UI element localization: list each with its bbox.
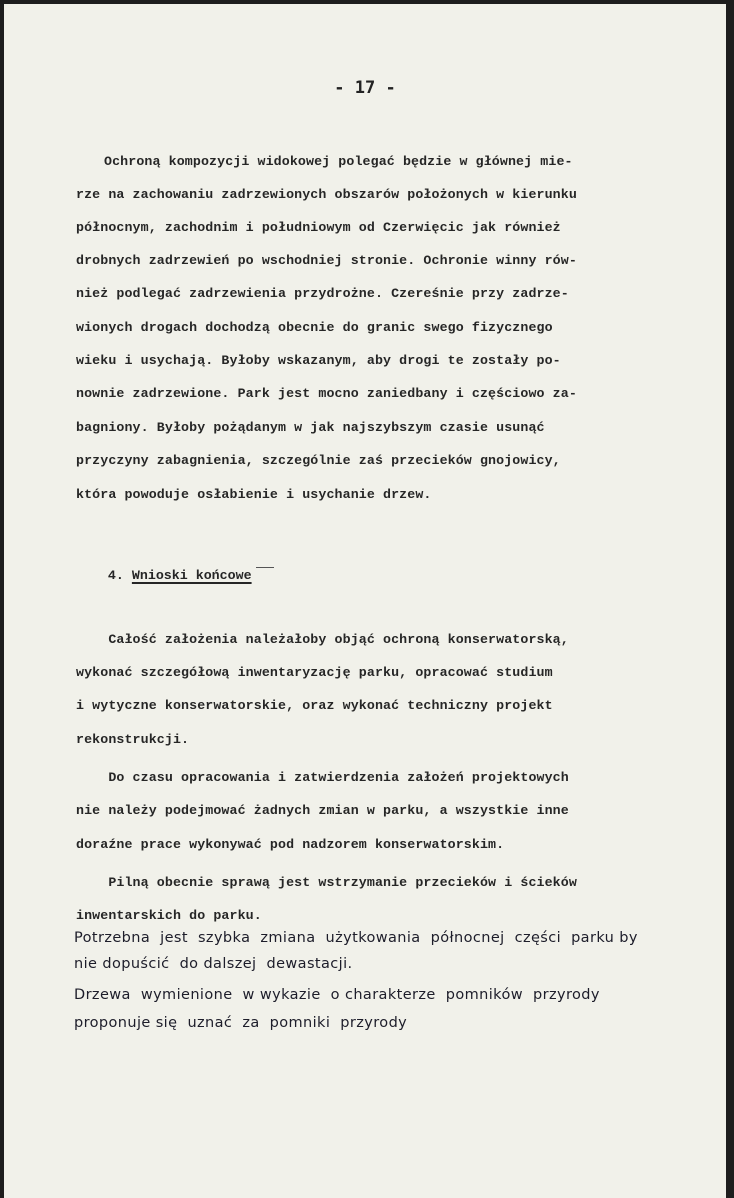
heading-underline-tail [256,567,274,568]
text-line: bagniony. Byłoby pożądanym w jak najszybszym czasie usunąć [76,420,545,435]
text-line: doraźne prace wykonywać pod nadzorem konserwatorskim. [76,837,505,852]
section-title: Wnioski końcowe [131,568,252,583]
text-line: Całość założenia należałoby objąć ochroną konserwatorską, [76,632,569,647]
text-line: drobnych zadrzewień po wschodniej stronie. Ochronie winny rów- [76,253,577,268]
text-line: wykonać szczegółową inwentaryzację parku, opracować studium [76,665,553,680]
text-line: północnym, zachodnim i południowym od Czerwięcic jak również [76,220,561,235]
section-heading [76,553,252,598]
text-line: i wytyczne konserwatorskie, oraz wykonać techniczny projekt [76,698,553,713]
text-line: Pilną obecnie sprawą jest wstrzymanie przecieków i ścieków [76,875,577,890]
section-number: 4. [107,568,124,583]
text-line: nownie zadrzewione. Park jest mocno zaniedbany i częściowo za- [76,386,577,401]
text-line: Ochroną kompozycji widokowej polegać będzie w głównej mie- [104,154,573,169]
text-line: rze na zachowaniu zadrzewionych obszarów położonych w kierunku [76,187,577,202]
handwritten-line: proponuje się uznać za pomniki przyrody [74,1015,408,1031]
handwritten-line: Drzewa wymienione w wykazie o charakterze pomników przyrody [74,987,600,1003]
text-line: rekonstrukcji. [76,732,190,747]
text-line: wionych drogach dochodzą obecnie do granic swego fizycznego [76,320,553,335]
document-page [4,4,726,1198]
page-number: - 17 - [334,78,396,98]
text-line: nie należy podejmować żadnych zmian w parku, a wszystkie inne [76,803,569,818]
text-line: inwentarskich do parku. [76,908,262,923]
text-line: wieku i usychają. Byłoby wskazanym, aby drogi te zostały po- [76,353,561,368]
text-line: nież podlegać zadrzewienia przydrożne. Czereśnie przy zadrze- [76,286,569,301]
text-line: która powoduje osłabienie i usychanie drzew. [76,487,432,502]
handwritten-line: Potrzebna jest szybka zmiana użytkowania północnej części parku by [74,930,638,946]
text-line: Do czasu opracowania i zatwierdzenia założeń projektowych [76,770,569,785]
handwritten-line: nie dopuścić do dalszej dewastacji. [74,956,353,972]
text-line: przyczyny zabagnienia, szczególnie zaś przecieków gnojowicy, [76,453,561,468]
